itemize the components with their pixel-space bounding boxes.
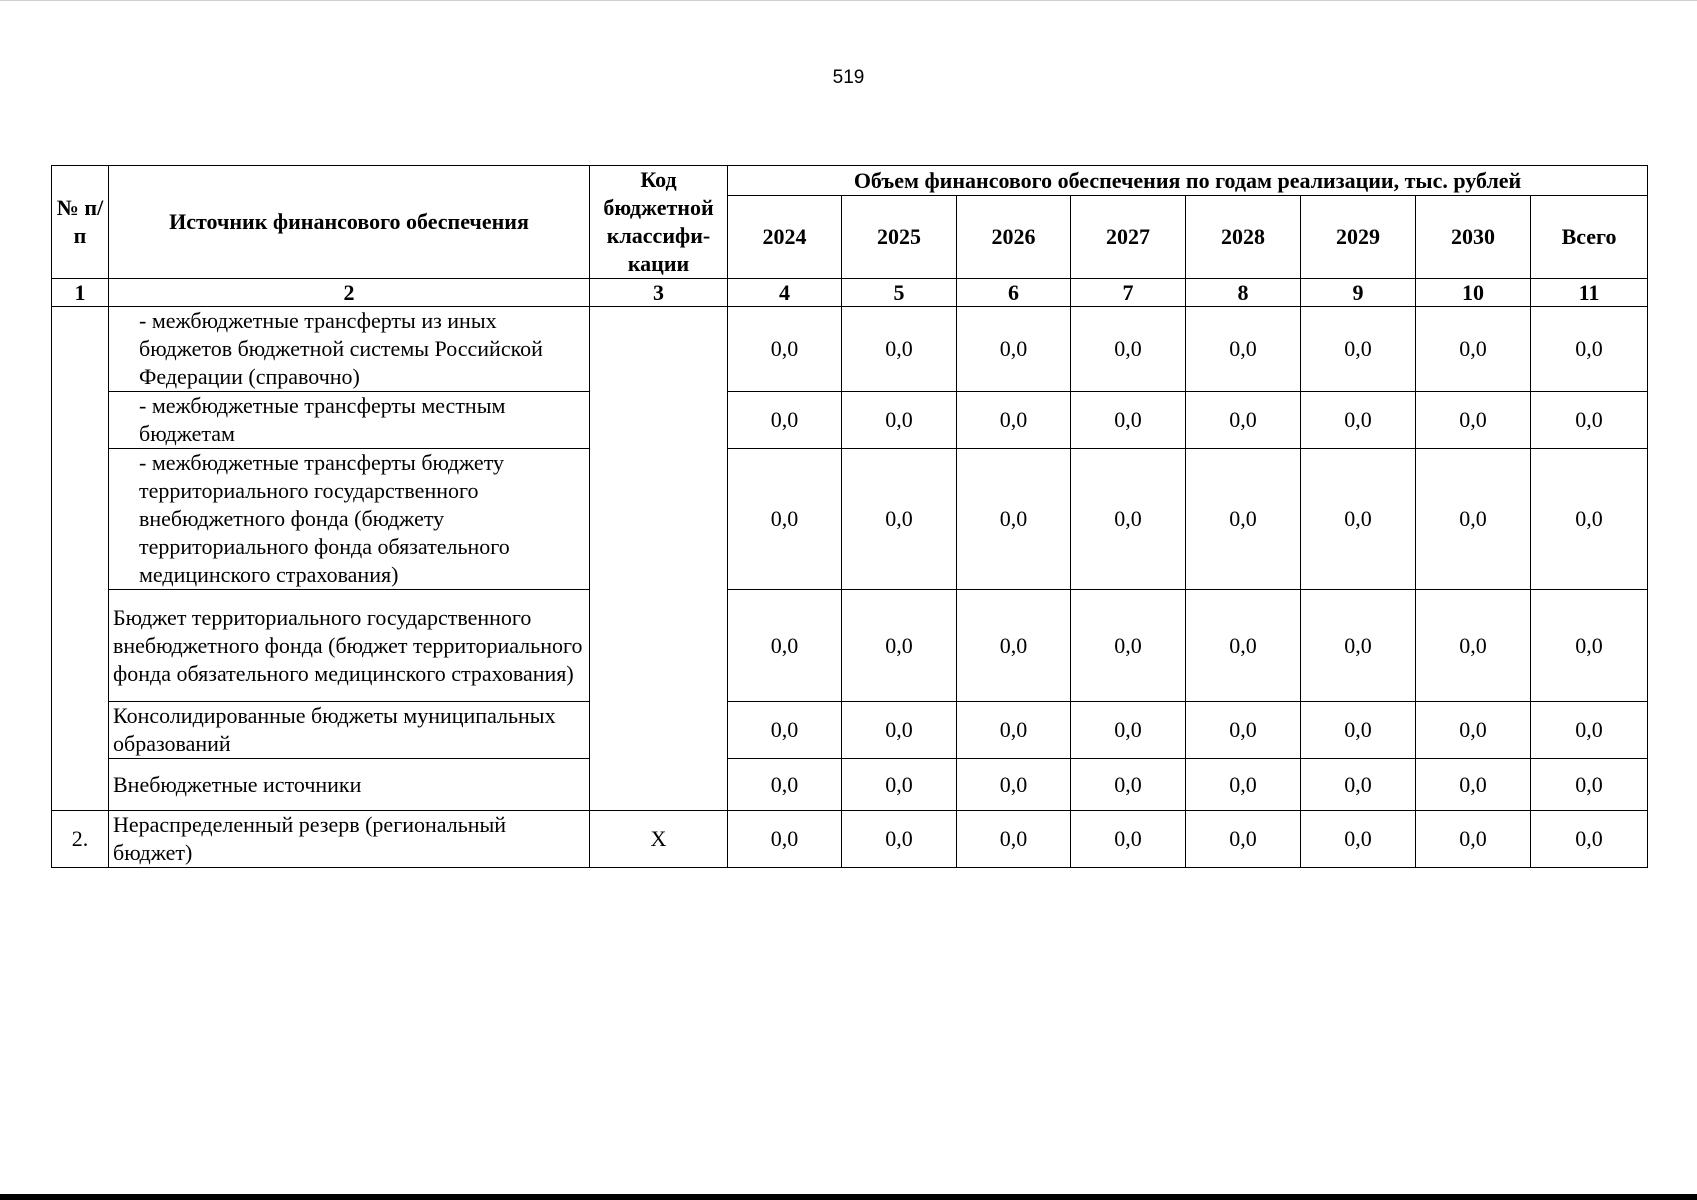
value-cell: 0,0	[1416, 590, 1531, 702]
source-cell: - межбюджетные трансферты местным бюджетам	[109, 392, 590, 449]
source-cell: Консолидированные бюджеты муниципальных образований	[109, 702, 590, 759]
row-number-empty	[52, 307, 109, 811]
value-cell: 0,0	[1186, 811, 1301, 868]
value-cell: 0,0	[842, 590, 957, 702]
value-cell: 0,0	[957, 449, 1071, 590]
column-number: 11	[1531, 279, 1648, 307]
value-cell: 0,0	[1301, 811, 1416, 868]
value-cell: 0,0	[842, 759, 957, 811]
source-cell: - межбюджетные трансферты бюджету территориального государственного внебюджетного фонда (бюджету территориального фонда обязательного медицинского страхования)	[109, 449, 590, 590]
source-cell: Бюджет территориального государственного внебюджетного фонда (бюджет территориального фонда обязательного медицинского страхования)	[109, 590, 590, 702]
table-row	[52, 392, 1648, 449]
value-cell: 0,0	[728, 449, 842, 590]
header-year: 2026	[957, 196, 1071, 279]
value-cell: 0,0	[1071, 392, 1186, 449]
value-cell: 0,0	[957, 811, 1071, 868]
column-number: 3	[590, 279, 728, 307]
header-row-1	[52, 166, 1648, 196]
value-cell: 0,0	[1071, 590, 1186, 702]
value-cell: 0,0	[1531, 702, 1648, 759]
row-number: 2.	[52, 811, 109, 868]
value-cell: 0,0	[1186, 590, 1301, 702]
value-cell: 0,0	[1416, 307, 1531, 392]
value-cell: 0,0	[957, 590, 1071, 702]
value-cell: 0,0	[1071, 449, 1186, 590]
value-cell: 0,0	[1186, 392, 1301, 449]
value-cell: 0,0	[842, 449, 957, 590]
value-cell: 0,0	[1531, 307, 1648, 392]
bottom-scan-edge	[0, 1194, 1697, 1200]
value-cell: 0,0	[1301, 759, 1416, 811]
column-number: 6	[957, 279, 1071, 307]
header-year: 2025	[842, 196, 957, 279]
value-cell: 0,0	[1416, 702, 1531, 759]
value-cell: 0,0	[1531, 449, 1648, 590]
source-cell: Внебюджетные источники	[109, 759, 590, 811]
value-cell: 0,0	[1301, 449, 1416, 590]
code-cell-empty	[590, 307, 728, 811]
value-cell: 0,0	[728, 590, 842, 702]
value-cell: 0,0	[842, 392, 957, 449]
page-number: 519	[832, 67, 865, 88]
top-rule	[0, 0, 1697, 1]
header-year: 2030	[1416, 196, 1531, 279]
value-cell: 0,0	[842, 702, 957, 759]
table-row	[52, 811, 1648, 868]
table-row	[52, 449, 1648, 590]
value-cell: 0,0	[957, 307, 1071, 392]
value-cell: 0,0	[1531, 759, 1648, 811]
value-cell: 0,0	[1186, 307, 1301, 392]
column-number: 5	[842, 279, 957, 307]
value-cell: 0,0	[1186, 449, 1301, 590]
column-number-row	[52, 279, 1648, 307]
value-cell: 0,0	[1416, 811, 1531, 868]
header-year: 2028	[1186, 196, 1301, 279]
financing-table	[51, 165, 1648, 868]
table-row	[52, 307, 1648, 392]
value-cell: 0,0	[728, 811, 842, 868]
header-source: Источник финансового обеспечения	[109, 166, 590, 279]
header-num: № п/п	[52, 166, 109, 279]
header-total: Всего	[1531, 196, 1648, 279]
value-cell: 0,0	[1531, 811, 1648, 868]
value-cell: 0,0	[1071, 702, 1186, 759]
source-cell: Нераспределенный резерв (региональный бюджет)	[109, 811, 590, 868]
value-cell: 0,0	[1186, 759, 1301, 811]
header-code: Код бюджетной классифи-кации	[590, 166, 728, 279]
value-cell: 0,0	[842, 307, 957, 392]
table-row	[52, 590, 1648, 702]
column-number: 9	[1301, 279, 1416, 307]
column-number: 4	[728, 279, 842, 307]
header-volume: Объем финансового обеспечения по годам реализации, тыс. рублей	[728, 166, 1648, 196]
value-cell: 0,0	[1416, 449, 1531, 590]
value-cell: 0,0	[728, 702, 842, 759]
value-cell: 0,0	[1301, 702, 1416, 759]
value-cell: 0,0	[1416, 759, 1531, 811]
value-cell: 0,0	[1301, 590, 1416, 702]
value-cell: 0,0	[1531, 392, 1648, 449]
value-cell: 0,0	[1301, 307, 1416, 392]
value-cell: 0,0	[1186, 702, 1301, 759]
value-cell: 0,0	[1071, 307, 1186, 392]
column-number: 2	[109, 279, 590, 307]
value-cell: 0,0	[728, 307, 842, 392]
value-cell: 0,0	[957, 702, 1071, 759]
value-cell: 0,0	[1071, 811, 1186, 868]
header-year: 2027	[1071, 196, 1186, 279]
column-number: 10	[1416, 279, 1531, 307]
value-cell: 0,0	[728, 759, 842, 811]
header-year: 2024	[728, 196, 842, 279]
column-number: 7	[1071, 279, 1186, 307]
value-cell: 0,0	[957, 392, 1071, 449]
value-cell: 0,0	[842, 811, 957, 868]
value-cell: 0,0	[728, 392, 842, 449]
value-cell: 0,0	[1531, 590, 1648, 702]
column-number: 1	[52, 279, 109, 307]
source-cell: - межбюджетные трансферты из иных бюджетов бюджетной системы Российской Федерации (справочно)	[109, 307, 590, 392]
value-cell: 0,0	[1071, 759, 1186, 811]
value-cell: 0,0	[1301, 392, 1416, 449]
table-row	[52, 702, 1648, 759]
header-year: 2029	[1301, 196, 1416, 279]
column-number: 8	[1186, 279, 1301, 307]
code-cell: X	[590, 811, 728, 868]
value-cell: 0,0	[957, 759, 1071, 811]
value-cell: 0,0	[1416, 392, 1531, 449]
table-row	[52, 759, 1648, 811]
